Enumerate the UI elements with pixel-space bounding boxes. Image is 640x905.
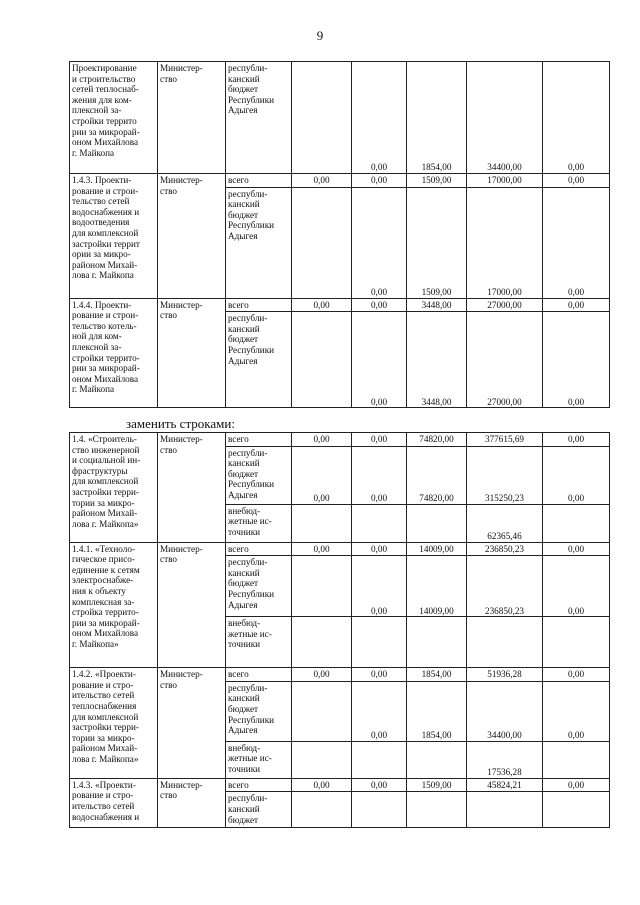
funding-source: республи- канский бюджет Республики Адыгея <box>226 187 292 298</box>
value-cell: 0,00 <box>292 668 352 682</box>
value-cell: 1509,00 <box>407 187 467 298</box>
table-row <box>70 298 610 312</box>
value-cell: 0,00 <box>543 681 610 741</box>
value-cell <box>407 504 467 542</box>
value-cell: 0,00 <box>543 433 610 447</box>
value-cell <box>407 741 467 778</box>
value-cell: 0,00 <box>543 312 610 408</box>
value-cell <box>292 312 352 408</box>
measure-name: 1.4.1. «Техноло- гическое присо- единение к сетям электроснабже- ния к объекту комплексная за- стройка террито- рии за микрорай- оном Михайлова г. Майкопа» <box>70 542 158 668</box>
value-cell: 0,00 <box>352 556 407 617</box>
value-cell: 14009,00 <box>407 542 467 556</box>
value-cell: 1509,00 <box>407 174 467 188</box>
replace-heading: заменить строками: <box>126 416 235 431</box>
value-cell: 27000,00 <box>467 298 543 312</box>
value-cell: 0,00 <box>543 556 610 617</box>
funding-source: всего <box>226 668 292 682</box>
value-cell <box>467 617 543 668</box>
funding-source: всего <box>226 174 292 188</box>
value-cell: 17000,00 <box>467 174 543 188</box>
measure-name: 1.4.3. Проекти- рование и строи- тельство сетей водоснабжения и водоотведения для комплексной застройки террит ории за микро- районом Михай- лова г. Майкопа <box>70 174 158 299</box>
executor: Министер- ство <box>158 542 226 668</box>
executor: Министер- ство <box>158 778 226 828</box>
value-cell: 3448,00 <box>407 312 467 408</box>
value-cell <box>292 792 352 828</box>
table-row <box>70 668 610 682</box>
value-cell <box>292 681 352 741</box>
value-cell: 0,00 <box>352 668 407 682</box>
value-cell: 1509,00 <box>407 778 467 792</box>
funding-source: внебюд- жетные ис- точники <box>226 504 292 542</box>
value-cell: 0,00 <box>543 668 610 682</box>
value-cell <box>292 504 352 542</box>
executor: Министер- ство <box>158 668 226 779</box>
value-cell: 0,00 <box>543 446 610 504</box>
value-cell: 0,00 <box>352 446 407 504</box>
page-number: 9 <box>316 28 324 43</box>
value-cell: 377615,69 <box>467 433 543 447</box>
value-cell: 0,00 <box>352 62 407 174</box>
value-cell: 1854,00 <box>407 681 467 741</box>
funding-source: республи- канский бюджет Республики Адыгея <box>226 312 292 408</box>
funding-source: всего <box>226 433 292 447</box>
value-cell: 17536,28 <box>467 741 543 778</box>
measure-name: 1.4.2. «Проекти- рование и стро- ительство сетей теплоснабжения для комплексной застройки терри- тории за микро- районом Михай- лова г. Майкопа» <box>70 668 158 779</box>
value-cell: 45824,21 <box>467 778 543 792</box>
value-cell: 0,00 <box>352 298 407 312</box>
value-cell <box>543 617 610 668</box>
value-cell: 0,00 <box>352 778 407 792</box>
funding-source: всего <box>226 298 292 312</box>
value-cell: 236850,23 <box>467 542 543 556</box>
value-cell: 0,00 <box>352 174 407 188</box>
value-cell: 0,00 <box>543 778 610 792</box>
value-cell: 17000,00 <box>467 187 543 298</box>
executor: Министер- ство <box>158 174 226 299</box>
value-cell: 74820,00 <box>407 433 467 447</box>
value-cell <box>352 792 407 828</box>
table-row <box>70 542 610 556</box>
program-table-old <box>69 61 610 408</box>
value-cell: 0,00 <box>352 312 407 408</box>
value-cell <box>543 741 610 778</box>
value-cell: 0,00 <box>292 778 352 792</box>
value-cell: 74820,00 <box>407 446 467 504</box>
value-cell <box>292 617 352 668</box>
value-cell: 0,00 <box>292 446 352 504</box>
table-row <box>70 62 610 174</box>
table-row <box>70 433 610 447</box>
program-table-new <box>69 432 610 828</box>
value-cell: 0,00 <box>352 433 407 447</box>
value-cell: 1854,00 <box>407 62 467 174</box>
executor: Министер- ство <box>158 298 226 408</box>
funding-source: внебюд- жетные ис- точники <box>226 741 292 778</box>
value-cell <box>407 617 467 668</box>
value-cell: 0,00 <box>543 542 610 556</box>
value-cell: 0,00 <box>543 174 610 188</box>
value-cell: 14009,00 <box>407 556 467 617</box>
value-cell <box>543 792 610 828</box>
value-cell: 0,00 <box>292 542 352 556</box>
value-cell <box>352 617 407 668</box>
value-cell: 1854,00 <box>407 668 467 682</box>
value-cell <box>292 187 352 298</box>
funding-source: республи- канский бюджет <box>226 792 292 828</box>
funding-source: внебюд- жетные ис- точники <box>226 617 292 668</box>
value-cell <box>352 741 407 778</box>
funding-source: республи- канский бюджет Республики Адыгея <box>226 556 292 617</box>
value-cell <box>292 62 352 174</box>
value-cell: 0,00 <box>543 298 610 312</box>
value-cell <box>292 556 352 617</box>
funding-source: республи- канский бюджет Республики Адыгея <box>226 446 292 504</box>
value-cell: 0,00 <box>352 542 407 556</box>
value-cell <box>352 504 407 542</box>
value-cell: 34400,00 <box>467 681 543 741</box>
funding-source: всего <box>226 542 292 556</box>
value-cell: 34400,00 <box>467 62 543 174</box>
funding-source: республи- канский бюджет Республики Адыгея <box>226 681 292 741</box>
value-cell <box>467 792 543 828</box>
value-cell: 0,00 <box>352 681 407 741</box>
table-row <box>70 174 610 188</box>
measure-name: 1.4.3. «Проекти- рование и стро- ительство сетей водоснабжения и <box>70 778 158 828</box>
value-cell: 0,00 <box>543 62 610 174</box>
table-row <box>70 778 610 792</box>
value-cell: 0,00 <box>292 433 352 447</box>
measure-name: 1.4.4. Проекти- рование и строи- тельство котель- ной для ком- плексной за- стройки террито- рии за микрорай- оном Михайлова г. Майкопа <box>70 298 158 408</box>
funding-source: республи- канский бюджет Республики Адыгея <box>226 62 292 174</box>
value-cell <box>543 504 610 542</box>
value-cell: 236850,23 <box>467 556 543 617</box>
value-cell: 62365,46 <box>467 504 543 542</box>
value-cell: 0,00 <box>292 174 352 188</box>
executor: Министер- ство <box>158 433 226 543</box>
value-cell <box>292 741 352 778</box>
measure-name: Проектирование и строительство сетей теплоснаб- жения для ком- плексной за- стройки террито рии за микрорай- оном Михайлова г. Майкопа <box>70 62 158 174</box>
value-cell: 0,00 <box>543 187 610 298</box>
measure-name: 1.4. «Строитель- ство инженерной и социальной ин- фраструктуры для комплексной застройки терри- тории за микро- районом Михай- лова г. Майкопа» <box>70 433 158 543</box>
value-cell: 51936,28 <box>467 668 543 682</box>
value-cell: 0,00 <box>292 298 352 312</box>
value-cell: 27000,00 <box>467 312 543 408</box>
value-cell <box>407 792 467 828</box>
funding-source: всего <box>226 778 292 792</box>
executor: Министер- ство <box>158 62 226 174</box>
value-cell: 0,00 <box>352 187 407 298</box>
value-cell: 315250,23 <box>467 446 543 504</box>
value-cell: 3448,00 <box>407 298 467 312</box>
